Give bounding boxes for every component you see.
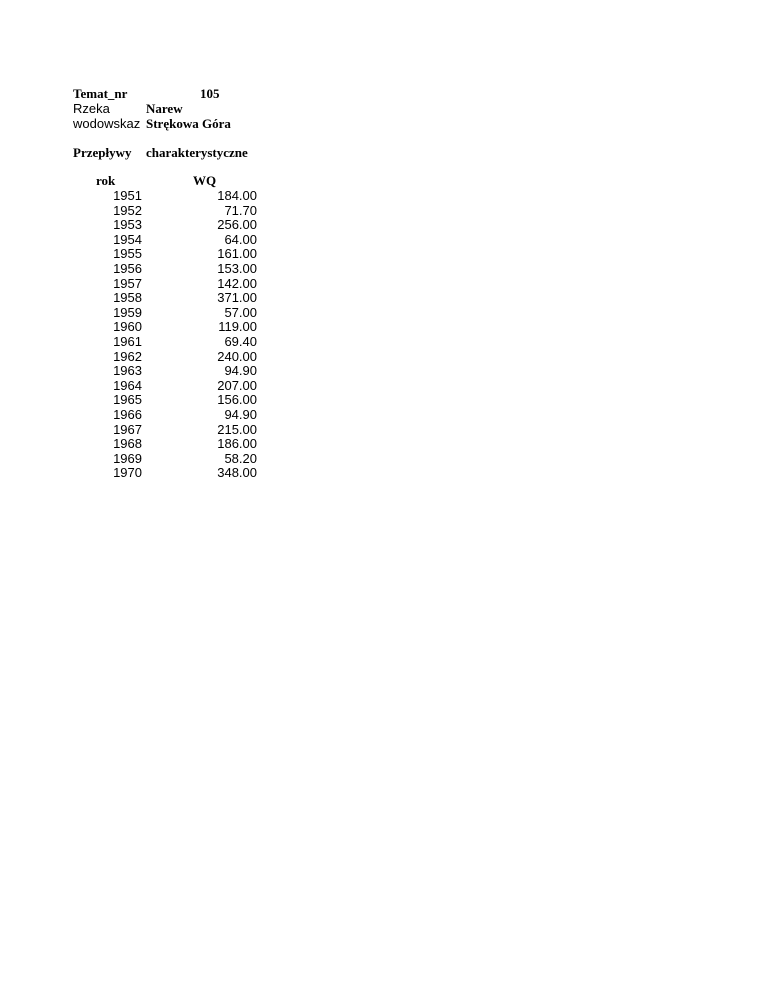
table-row: [0, 407, 768, 422]
wq-cell: 94.90: [224, 406, 257, 422]
year-cell: 1959: [113, 304, 142, 320]
table-row: [0, 334, 768, 349]
table-row: [0, 319, 768, 334]
table-row: [0, 246, 768, 261]
year-cell: 1962: [113, 348, 142, 364]
year-cell: 1963: [113, 363, 142, 379]
topic-number-value: 105: [200, 86, 220, 101]
year-cell: 1969: [113, 450, 142, 466]
wq-cell: 186.00: [217, 436, 257, 452]
year-cell: 1970: [113, 465, 142, 481]
flows-value: charakterystyczne: [146, 145, 248, 160]
wq-cell: 240.00: [217, 348, 257, 364]
wq-cell: 215.00: [217, 421, 257, 437]
gauge-label: wodowskaz: [73, 116, 141, 131]
wq-cell: 156.00: [217, 392, 257, 408]
wq-cell: 119.00: [218, 319, 257, 335]
table-row: [0, 276, 768, 291]
year-cell: 1958: [113, 290, 142, 306]
table-row: [0, 422, 768, 437]
year-cell: 1960: [113, 319, 142, 335]
table-row: [0, 378, 768, 393]
year-cell: 1954: [113, 231, 142, 247]
river-value: Narew: [146, 101, 183, 116]
wq-cell: 57.00: [224, 304, 257, 320]
topic-number-label: Temat_nr: [73, 86, 128, 101]
wq-cell: 256.00: [217, 217, 257, 233]
year-cell: 1952: [113, 202, 142, 218]
table-row: [0, 363, 768, 378]
year-cell: 1961: [113, 333, 142, 349]
wq-cell: 142.00: [217, 275, 257, 291]
year-cell: 1964: [113, 377, 142, 393]
year-cell: 1957: [113, 275, 142, 291]
gauge-value: Strękowa Góra: [146, 116, 231, 131]
wq-cell: 348.00: [217, 465, 257, 481]
wq-cell: 153.00: [217, 260, 257, 276]
wq-cell: 69.40: [224, 333, 257, 349]
year-cell: 1968: [113, 436, 142, 452]
wq-cell: 207.00: [217, 377, 257, 393]
table-row: [0, 392, 768, 407]
table-row: [0, 305, 768, 320]
table-row: [0, 436, 768, 451]
year-cell: 1951: [113, 188, 142, 203]
year-cell: 1956: [113, 260, 142, 276]
table-row: [0, 261, 768, 276]
flows-label: Przepływy: [73, 145, 132, 160]
wq-cell: 371.00: [217, 290, 257, 306]
wq-cell: 64.00: [224, 231, 257, 247]
flow-data-table: [0, 188, 768, 480]
year-cell: 1953: [113, 217, 142, 233]
river-label: Rzeka: [73, 101, 110, 116]
column-header-wq: WQ: [193, 173, 217, 188]
table-row: [0, 451, 768, 466]
table-row: [0, 232, 768, 247]
wq-cell: 184.00: [217, 188, 257, 203]
table-row: [0, 217, 768, 232]
wq-cell: 58.20: [224, 450, 257, 466]
table-row: [0, 465, 768, 480]
table-row: [0, 349, 768, 364]
wq-cell: 71.70: [224, 202, 257, 218]
year-cell: 1967: [113, 421, 142, 437]
table-row: [0, 188, 768, 203]
year-cell: 1966: [113, 406, 142, 422]
table-row: [0, 290, 768, 305]
year-cell: 1955: [113, 246, 142, 262]
table-row: [0, 203, 768, 218]
wq-cell: 161.00: [217, 246, 257, 262]
column-header-year: rok: [96, 173, 116, 188]
wq-cell: 94.90: [224, 363, 257, 379]
year-cell: 1965: [113, 392, 142, 408]
